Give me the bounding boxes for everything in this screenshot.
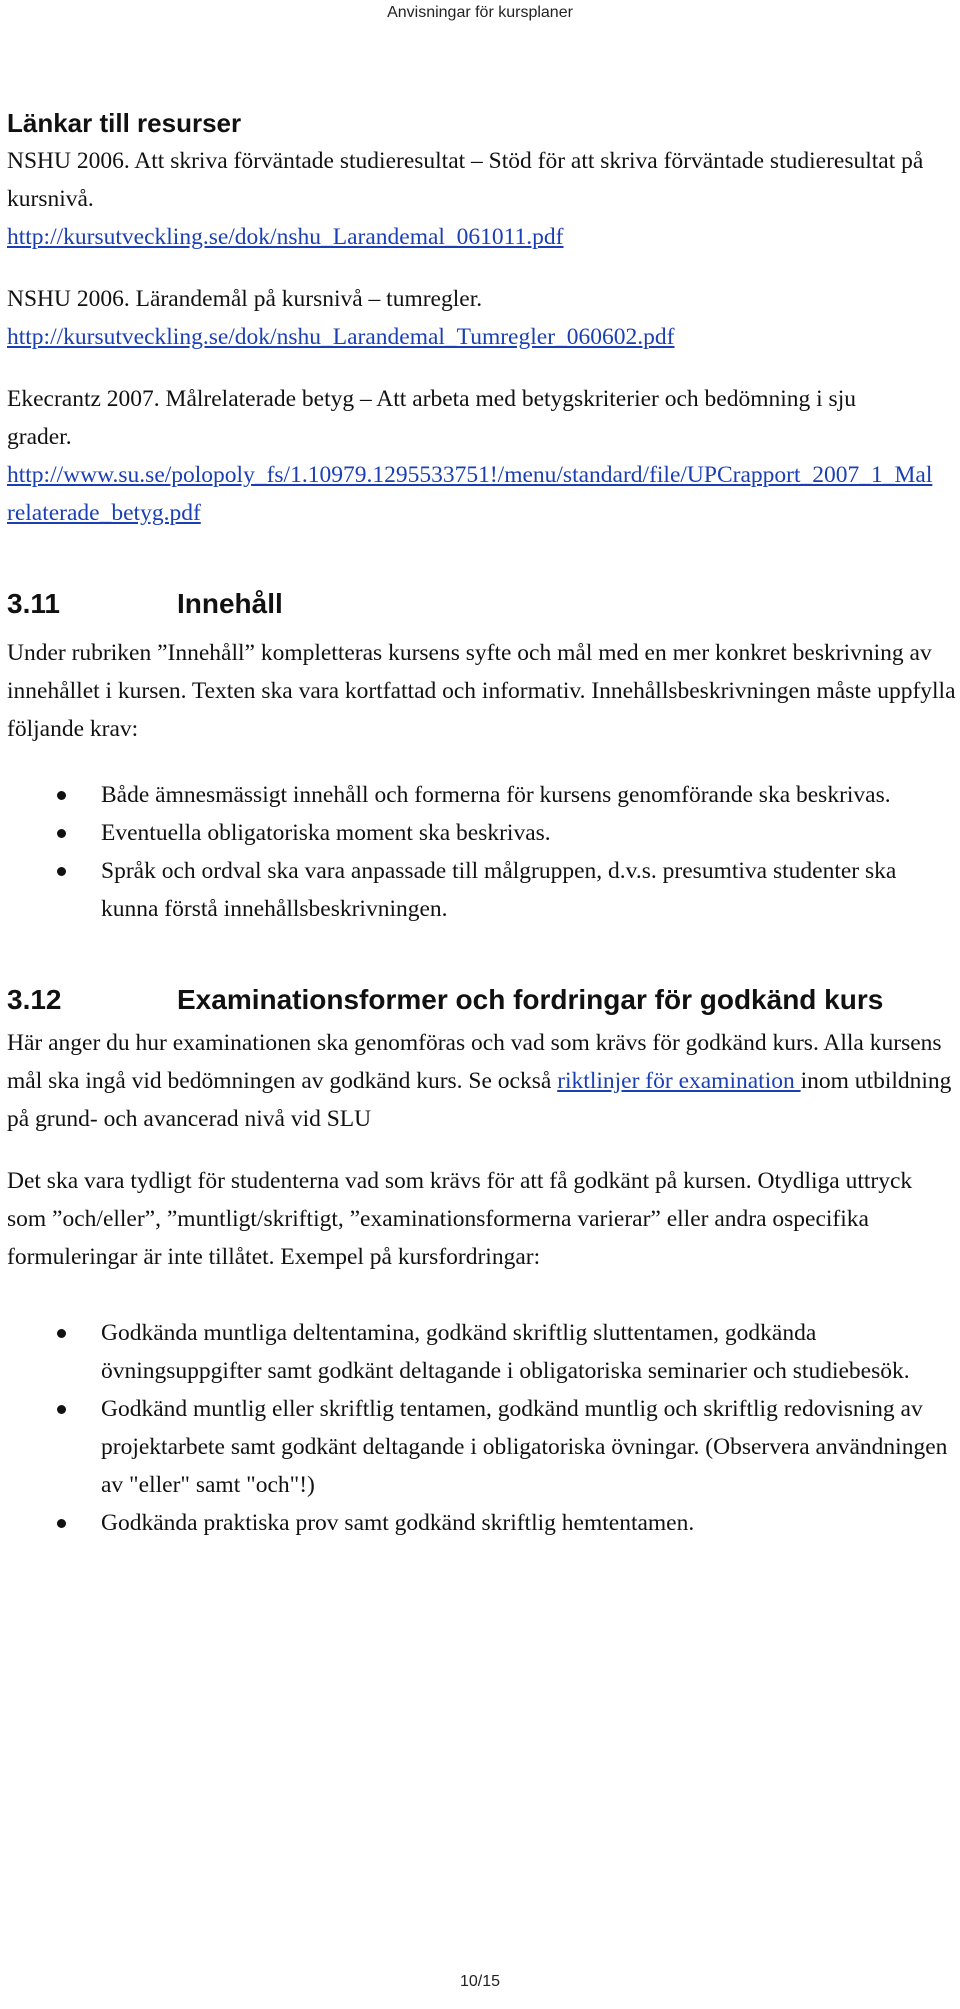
- resource-link[interactable]: http://kursutveckling.se/dok/nshu_Larandemal_061011.pdf: [7, 224, 564, 250]
- list-item-text: Både ämnesmässigt innehåll och formerna för kursens genomförande ska beskrivas.: [101, 782, 891, 808]
- list-item-text: Godkänd muntlig eller skriftlig tentamen, godkänd muntlig och skriftlig redovisning av projektarbete samt godkänt deltagande i obligatoriska övningar. (Observera användningen av "eller" samt "och"!): [101, 1396, 948, 1498]
- list-item: [7, 776, 957, 814]
- running-header: Anvisningar för kursplaner: [387, 4, 573, 21]
- list-item: [7, 1390, 957, 1504]
- bullet-icon: [57, 791, 66, 800]
- section-number: 3.11: [7, 588, 60, 619]
- list-item-text: Eventuella obligatoriska moment ska beskrivas.: [101, 820, 551, 846]
- list-item: [7, 814, 957, 852]
- resource-citation: Ekecrantz 2007. Målrelaterade betyg – Att arbeta med betygskriterier och bedömning i sju grader.: [7, 386, 856, 450]
- list-item: [7, 1504, 957, 1542]
- resource-item: [7, 380, 957, 532]
- section-number: 3.12: [7, 984, 62, 1015]
- bullet-icon: [57, 1329, 66, 1338]
- section-3-12: [7, 980, 957, 1542]
- bullet-icon: [57, 829, 66, 838]
- section-3-11: [7, 584, 957, 928]
- paragraph-text: Här anger du hur examinationen ska genomföras och vad som krävs för godkänd kurs. Alla kursens mål ska ingå vid bedömningen av godkänd kurs. Se också: [7, 1030, 942, 1094]
- section-paragraph: Det ska vara tydligt för studenterna vad som krävs för att få godkänt på kursen. Otydliga uttryck som ”och/eller”, ”muntligt/skriftigt, ”examinationsformerna varierar” eller andra ospecifika formuleringar är inte tillåtet. Exempel på kursfordringar:: [7, 1168, 913, 1270]
- page-content: [7, 104, 957, 1542]
- resource-citation: NSHU 2006. Lärandemål på kursnivå – tumregler.: [7, 286, 483, 312]
- list-item: [7, 1314, 957, 1390]
- bullet-list: [7, 776, 957, 928]
- examination-guidelines-link[interactable]: riktlinjer för examination: [557, 1068, 801, 1094]
- list-item-text: Godkända praktiska prov samt godkänd skriftlig hemtentamen.: [101, 1510, 695, 1536]
- section-title: Innehåll: [177, 588, 283, 619]
- section-paragraph: Under rubriken ”Innehåll” kompletteras kursens syfte och mål med en mer konkret beskrivning av innehållet i kursen. Texten ska vara kortfattad och informativ. Innehållsbeskrivningen måste uppfylla följande krav:: [7, 640, 956, 742]
- bullet-icon: [57, 1405, 66, 1414]
- resource-item: [7, 142, 957, 256]
- resource-link[interactable]: http://kursutveckling.se/dok/nshu_Larandemal_Tumregler_060602.pdf: [7, 324, 675, 350]
- section-title: Examinationsformer och fordringar för godkänd kurs: [177, 984, 884, 1015]
- paragraph-text: inom utbildning på grund- och avancerad nivå vid SLU: [7, 1068, 952, 1132]
- bullet-icon: [57, 867, 66, 876]
- section-paragraph: [7, 1024, 957, 1138]
- resource-link[interactable]: http://www.su.se/polopoly_fs/1.10979.1295533751!/menu/standard/file/UPCrapport_2007_1_Malrelaterade_betyg.pdf: [7, 462, 933, 526]
- list-item-text: Språk och ordval ska vara anpassade till målgruppen, d.v.s. presumtiva studenter ska kunna förstå innehållsbeskrivningen.: [101, 858, 897, 922]
- bullet-icon: [57, 1519, 66, 1528]
- section-heading: [7, 584, 957, 624]
- section-heading: [7, 980, 957, 1020]
- bullet-list: [7, 1314, 957, 1542]
- list-item-text: Godkända muntliga deltentamina, godkänd skriftlig sluttentamen, godkända övningsuppgifter samt godkänt deltagande i obligatoriska seminarier och studiebesök.: [101, 1320, 910, 1384]
- resource-item: [7, 280, 957, 356]
- page-number: 10/15: [459, 1973, 501, 1990]
- list-item: [7, 852, 957, 928]
- resources-heading: Länkar till resurser: [7, 108, 242, 138]
- resource-citation: NSHU 2006. Att skriva förväntade studieresultat – Stöd för att skriva förväntade studieresultat på kursnivå.: [7, 148, 924, 212]
- resource-link-wrap: [7, 456, 957, 532]
